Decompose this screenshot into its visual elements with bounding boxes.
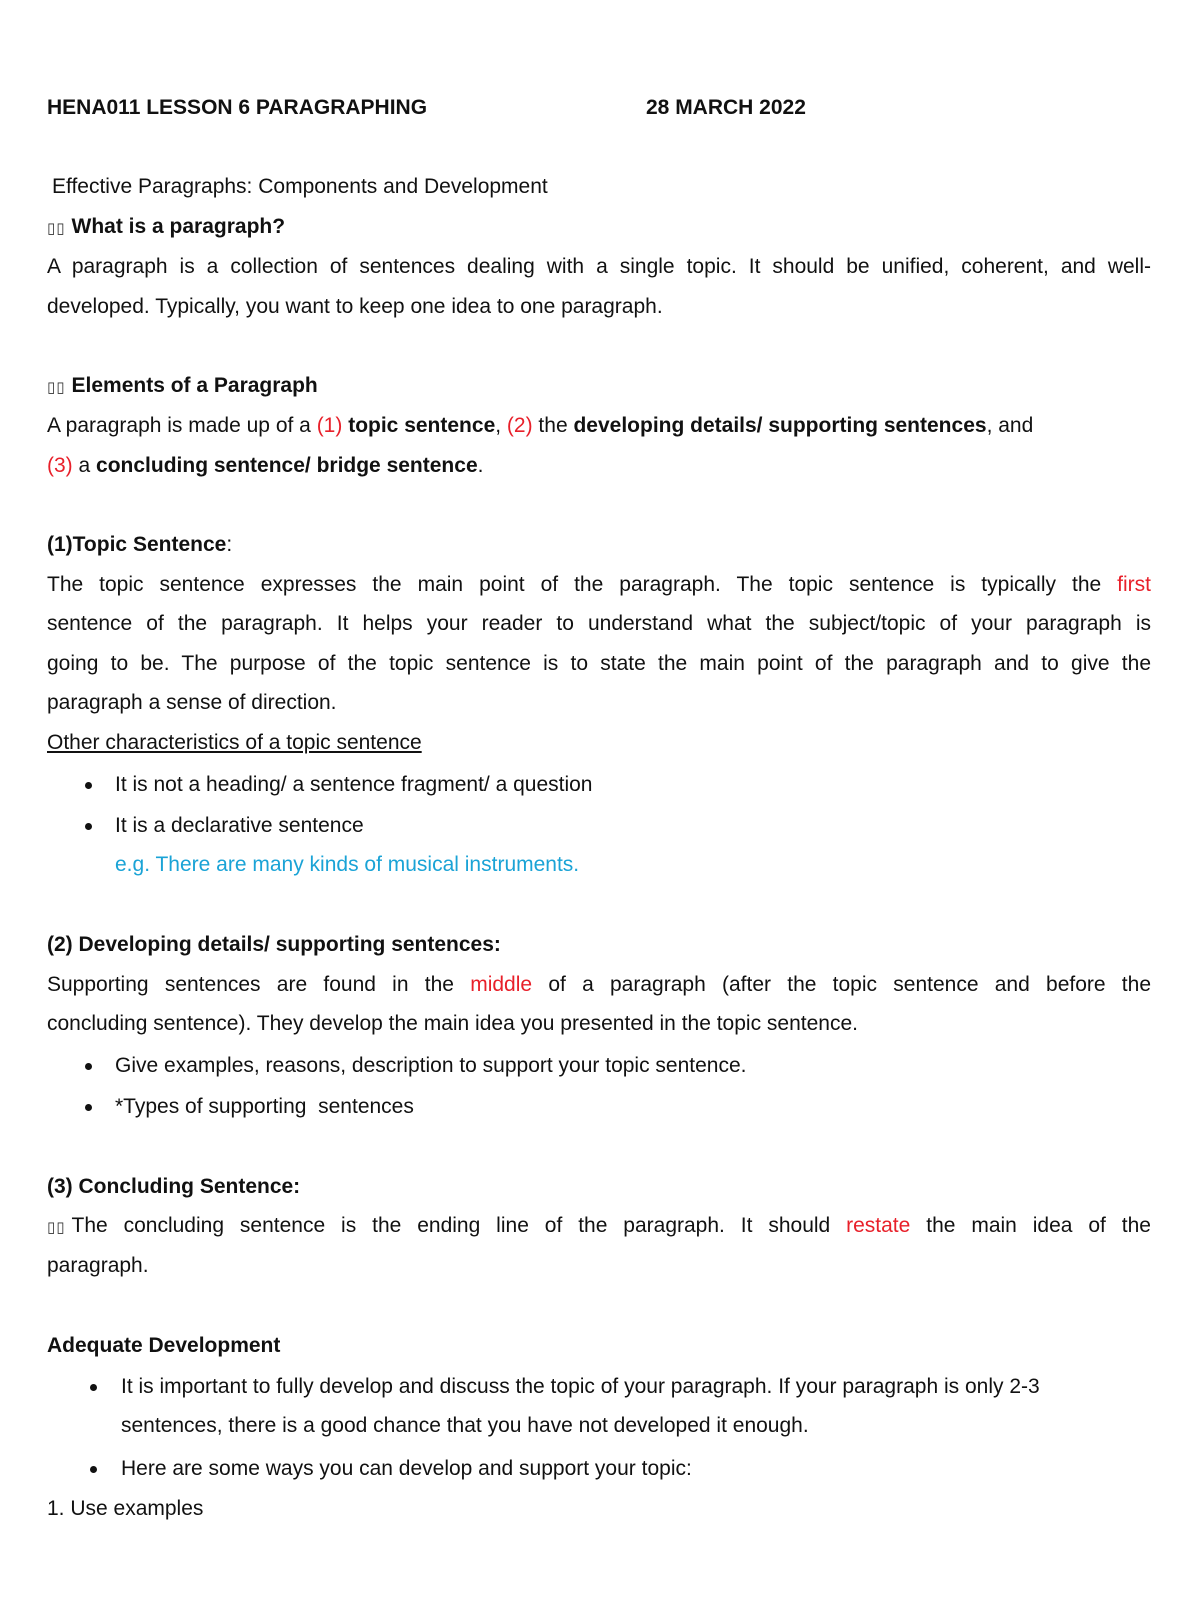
- concluding-heading: (3) Concluding Sentence:: [47, 1175, 301, 1198]
- bullet-icon: [85, 1104, 92, 1111]
- highlight-restate: restate: [846, 1214, 911, 1237]
- elements-heading-line: [47, 373, 318, 401]
- developing-bullet-1: Give examples, reasons, description to support your topic sentence.: [115, 1054, 747, 1077]
- term-developing-details: developing details/ supporting sentences: [573, 414, 987, 437]
- what-heading-line: [47, 214, 285, 242]
- missing-glyph-icon: ▯▯: [47, 220, 66, 237]
- document-date: 28 MARCH 2022: [646, 96, 806, 119]
- adequate-bullet-1-line-1: It is important to fully develop and discuss the topic of your paragraph. If your paragraph is only 2-3: [121, 1375, 1040, 1398]
- bullet-icon: [90, 1384, 97, 1391]
- missing-glyph-icon: ▯▯: [47, 1219, 66, 1236]
- document-subtitle: Effective Paragraphs: Components and Development: [52, 175, 548, 198]
- adequate-heading: Adequate Development: [47, 1334, 281, 1357]
- number-2: (2): [506, 414, 533, 437]
- topic-heading: (1)Topic Sentence: [47, 533, 227, 556]
- topic-example: e.g. There are many kinds of musical instruments.: [115, 853, 580, 876]
- bullet-icon: [85, 1063, 92, 1070]
- topic-line-3: going to be. The purpose of the topic sentence is to state the main point of the paragraph and to give the: [47, 652, 1151, 675]
- elements-line-2: (3) a concluding sentence/ bridge sentence.: [47, 454, 484, 477]
- bullet-icon: [85, 782, 92, 789]
- concluding-line-2: paragraph.: [47, 1254, 149, 1277]
- adequate-bullet-1-line-2: sentences, there is a good chance that you have not developed it enough.: [121, 1414, 809, 1437]
- topic-line-4: paragraph a sense of direction.: [47, 691, 337, 714]
- topic-line-1: The topic sentence expresses the main point of the paragraph. The topic sentence is typically the first: [47, 573, 1151, 596]
- topic-line-2: sentence of the paragraph. It helps your reader to understand what the subject/topic of your paragraph is: [47, 612, 1151, 635]
- bullet-icon: [85, 823, 92, 830]
- concluding-line-1: ▯▯ The concluding sentence is the ending line of the paragraph. It should restate the main idea of the: [47, 1214, 1151, 1237]
- number-3: (3): [47, 454, 73, 477]
- what-heading: What is a paragraph?: [71, 215, 286, 238]
- what-line-2: developed. Typically, you want to keep one idea to one paragraph.: [47, 295, 663, 318]
- bullet-icon: [90, 1466, 97, 1473]
- what-line-1: A paragraph is a collection of sentences dealing with a single topic. It should be unified, coherent, and well-: [47, 255, 1151, 278]
- topic-bullet-2: It is a declarative sentence: [115, 814, 364, 837]
- term-topic-sentence: topic sentence: [348, 414, 496, 437]
- numbered-item-1: 1. Use examples: [47, 1497, 204, 1520]
- elements-heading: Elements of a Paragraph: [71, 374, 318, 397]
- missing-glyph-icon: ▯▯: [47, 379, 66, 396]
- elements-line-1: A paragraph is made up of a (1) topic sentence, (2) the developing details/ supporting sentences, and: [47, 414, 1034, 437]
- topic-heading-line: (1)Topic Sentence:: [47, 533, 233, 556]
- term-concluding-sentence: concluding sentence/ bridge sentence: [96, 454, 478, 477]
- number-1: (1): [316, 414, 343, 437]
- document-title: HENA011 LESSON 6 PARAGRAPHING: [47, 96, 428, 119]
- developing-heading: (2) Developing details/ supporting sentences:: [47, 933, 501, 956]
- highlight-middle: middle: [470, 973, 533, 996]
- developing-line-1: Supporting sentences are found in the middle of a paragraph (after the topic sentence and before the: [47, 973, 1151, 996]
- highlight-first: first: [1117, 573, 1151, 596]
- topic-bullet-1: It is not a heading/ a sentence fragment/ a question: [115, 773, 593, 796]
- developing-bullet-2: *Types of supporting sentences: [115, 1095, 414, 1118]
- adequate-bullet-2: Here are some ways you can develop and support your topic:: [121, 1457, 692, 1480]
- other-characteristics-heading: Other characteristics of a topic sentence: [47, 731, 422, 754]
- developing-line-2: concluding sentence). They develop the main idea you presented in the topic sentence.: [47, 1012, 858, 1035]
